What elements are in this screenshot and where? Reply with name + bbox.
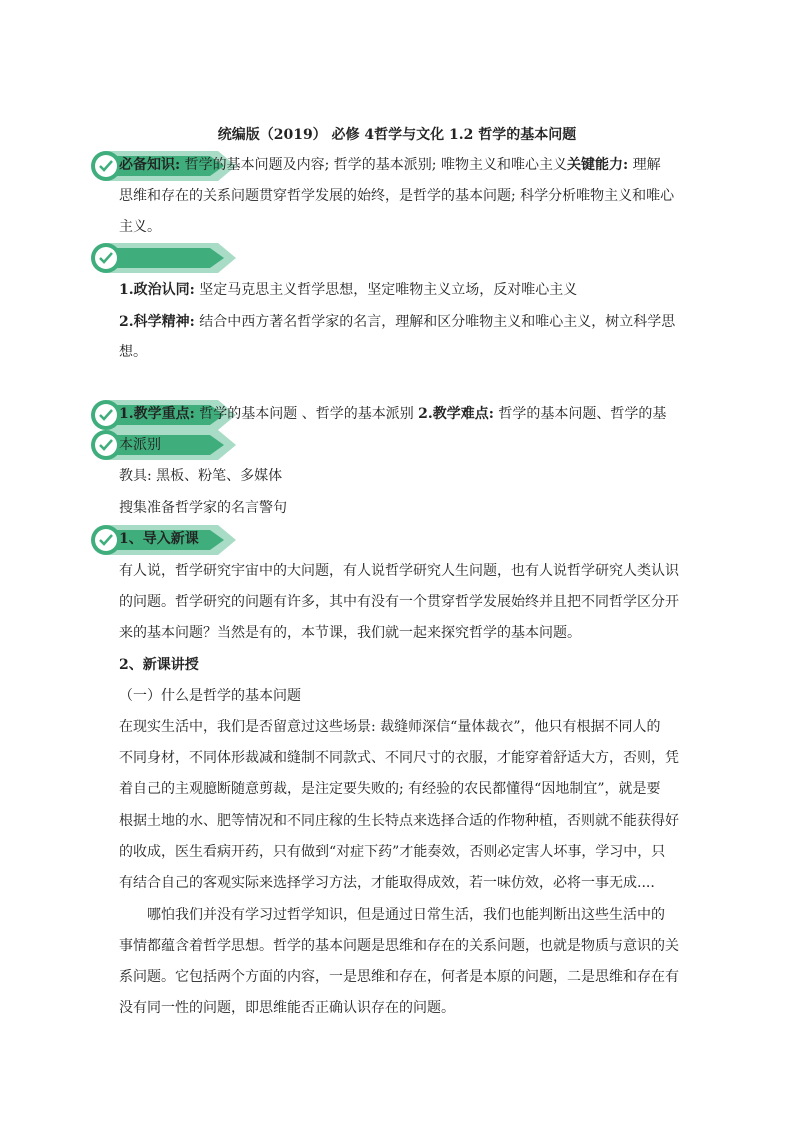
knowledge-text: 哲学的基本问题及内容; 哲学的基本派别; 唯物主义和唯心主义 <box>180 157 567 173</box>
lesson-paragraph2-line: 哪怕我们并没有学习过哲学知识，但是通过日常生活，我们也能判断出这些生活中的 <box>147 907 665 923</box>
intro-paragraph-line: 来的基本问题？当然是有的，本节课，我们就一起来探究哲学的基本问题。 <box>119 625 581 641</box>
literacy-item-2 <box>119 312 679 332</box>
knowledge-line-1 <box>119 155 679 175</box>
intro-paragraph-line: 的问题。哲学研究的问题有许多，其中有没有一个贯穿哲学发展始终并且把不同哲学区分开 <box>119 594 679 610</box>
literacy-item-2-cont: 想。 <box>119 344 147 360</box>
lesson-paragraph2-line: 没有同一性的问题，即思维能否正确认识存在的问题。 <box>119 1000 455 1016</box>
difficulty-text: 哲学的基本问题、哲学的基 <box>493 406 667 422</box>
lesson-paragraph-line: 有结合自己的客观实际来选择学习方法，才能取得成效，若一味仿效，必将一事无成.... <box>119 875 655 891</box>
ability-text: 理解 <box>628 157 661 173</box>
teaching-preparation: 搜集准备哲学家的名言警句 <box>119 500 287 516</box>
literacy-item-1 <box>119 280 679 300</box>
lesson-paragraph-line: 不同身材，不同体形裁减和缝制不同款式、不同尺寸的衣服，才能穿着舒适大方，否则，凭 <box>119 750 679 766</box>
scientific-spirit-label: 2.科学精神: <box>119 314 195 330</box>
difficulty-label: 2.教学难点: <box>418 406 494 422</box>
lesson-paragraph-line: 的收成，医生看病开药，只有做到“对症下药”才能奏效，否则必定害人坏事，学习中，只 <box>119 844 666 860</box>
new-lesson-heading: 2、新课讲授 <box>119 657 199 673</box>
ability-label: 关键能力: <box>566 157 629 173</box>
intro-heading: 1、导入新课 <box>119 531 199 547</box>
section-banner-literacy <box>88 240 248 270</box>
keypoints-line-1 <box>119 404 679 424</box>
lesson-paragraph-line: 根据土地的水、肥等情况和不同庄稼的生长特点来选择合适的作物种植，否则就不能获得好 <box>119 813 679 829</box>
political-identity-label: 1.政治认同: <box>119 282 195 298</box>
keypoints-line-2: 本派别 <box>119 437 161 453</box>
key-point-label: 1.教学重点: <box>119 406 195 422</box>
lesson-paragraph-line: 着自己的主观臆断随意剪裁，是注定要失败的; 有经验的农民都懂得“因地制宜”，就是要 <box>119 781 661 797</box>
intro-paragraph-line: 有人说，哲学研究宇宙中的大问题，有人说哲学研究人生问题，也有人说哲学研究人类认识 <box>119 563 679 579</box>
political-identity-text: 坚定马克思主义哲学思想，坚定唯物主义立场，反对唯心主义 <box>194 282 578 298</box>
knowledge-line-3: 主义。 <box>119 219 161 235</box>
lesson-paragraph2-line: 系问题。它包括两个方面的内容，一是思维和存在，何者是本原的问题，二是思维和存在有 <box>119 969 679 985</box>
scientific-spirit-text: 结合中西方著名哲学家的名言，理解和区分唯物主义和唯心主义，树立科学思 <box>194 314 676 330</box>
key-point-text: 哲学的基本问题 、哲学的基本派别 <box>194 406 419 422</box>
document-title: 统编版（2019） 必修 4哲学与文化 1.2 哲学的基本问题 <box>217 127 577 143</box>
lesson-paragraph2-line: 事情都蕴含着哲学思想。哲学的基本问题是思维和存在的关系问题，也就是物质与意识的关 <box>119 938 679 954</box>
lesson-paragraph-line: 在现实生活中，我们是否留意过这些场景: 裁缝师深信“量体裁衣”，他只有根据不同人的 <box>119 719 661 735</box>
knowledge-label: 必备知识: <box>119 157 181 173</box>
knowledge-line-2: 思维和存在的关系问题贯穿哲学发展的始终，是哲学的基本问题; 科学分析唯物主义和唯心 <box>119 188 675 204</box>
teaching-tools: 教具: 黑板、粉笔、多媒体 <box>119 468 283 484</box>
subsection-heading: （一）什么是哲学的基本问题 <box>119 688 301 704</box>
